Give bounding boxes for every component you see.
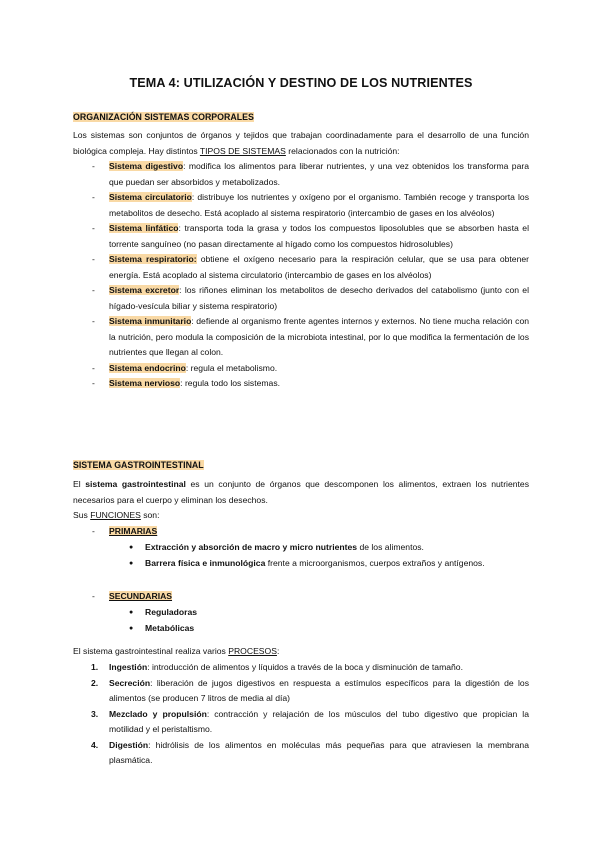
- section-heading-organizacion: [73, 110, 254, 126]
- item-term: Sistema endocrino: [109, 362, 186, 373]
- list-item: [73, 252, 529, 283]
- bullet-bold: Reguladoras: [145, 607, 198, 617]
- bullet-item: [73, 540, 529, 556]
- item-term: Sistema respiratorio:: [109, 254, 197, 264]
- section2-intro: [73, 477, 529, 508]
- item-number: 3.: [91, 708, 99, 719]
- item-text: : introducción de alimentos y líquidos a través de la boca y disminución de tamaño.: [147, 662, 463, 672]
- list-item: [73, 524, 529, 540]
- numbered-item: [73, 707, 529, 738]
- funciones-text: Sus: [73, 510, 91, 520]
- bullet-bold: Extracción y absorción de macro y micro nutrientes: [145, 542, 358, 552]
- intro-text-end: relacionados con la nutrición:: [285, 145, 400, 156]
- item-text: : contracción y relajación de los músculos del tubo digestivo que propician la motilidad y el peristaltismo.: [109, 708, 529, 734]
- procesos-text-end: :: [276, 646, 280, 656]
- item-term: Sistema circulatorio: [109, 192, 192, 202]
- secundarias-label: [109, 591, 172, 601]
- heading-highlight: ORGANIZACIÓN SISTEMAS CORPORALES: [73, 112, 254, 122]
- numbered-item: [73, 738, 529, 769]
- item-term: Digestión: [109, 739, 149, 750]
- item-term: Sistema linfático: [109, 223, 179, 233]
- item-term: Sistema digestivo: [109, 161, 184, 171]
- intro-underlined: TIPOS DE SISTEMAS: [199, 145, 286, 156]
- item-term: Sistema excretor: [109, 285, 180, 295]
- item-text: : defiende al organismo frente agentes internos y externos. No tiene mucha relación con la nutrición, pero modula la composición de la microbiota intestinal, por lo que modifica la fermentación de los nutrientes que llegan al colon.: [109, 316, 530, 357]
- bullet-bold: Barrera física e inmunológica: [145, 557, 266, 568]
- intro-text-end: es un conjunto de órganos que descomponen los alimentos, extraen los nutrientes necesarios para el cuerpo y eliminan los desechos.: [73, 479, 529, 505]
- heading-highlight: SISTEMA GASTROINTESTINAL: [73, 460, 204, 470]
- item-text: : transporta toda la grasa y todos los compuestos liposolubles que se absorben hasta el torrente sanguíneo (no pasan directamente al hígado como los compuestos hidrosolubles): [109, 223, 529, 249]
- item-text: : regula el metabolismo.: [185, 362, 278, 373]
- item-text: : los riñones eliminan los metabolitos de desecho derivados del catabolismo (junto con el hígado-vesícula biliar y sistema respiratorio): [109, 285, 529, 311]
- primarias-label: [109, 526, 157, 536]
- funciones-text-end: son:: [140, 510, 160, 520]
- systems-list: [73, 159, 529, 392]
- intro-text: Los sistemas son conjuntos de órganos y tejidos que trabajan coordinadamente para el desarrollo de una función biológica compleja. Hay distintos: [73, 130, 529, 156]
- list-item: [73, 283, 529, 314]
- item-term: Ingestión: [109, 662, 148, 672]
- page-title: TEMA 4: UTILIZACIÓN Y DESTINO DE LOS NUTRIENTES: [129, 76, 473, 90]
- procesos-underlined: PROCESOS: [228, 646, 277, 656]
- bullet-item: [73, 556, 529, 572]
- list-item: [73, 221, 529, 252]
- numbered-item: [73, 676, 529, 707]
- intro-bold: sistema gastrointestinal: [85, 479, 186, 489]
- section1-intro: [73, 128, 529, 159]
- primarias-bullets: [73, 540, 529, 571]
- list-item: [73, 190, 529, 221]
- item-text: : hidrólisis de los alimentos en moléculas más pequeñas para que atraviesen la membrana plasmática.: [109, 739, 529, 765]
- bullet-item: [73, 605, 529, 621]
- funciones-line: [73, 508, 529, 524]
- list-item: [73, 589, 529, 605]
- primarias-label-text: PRIMARIAS: [109, 526, 158, 536]
- procesos-line: [73, 644, 529, 660]
- list-item: [73, 314, 529, 361]
- numbered-item: [73, 660, 529, 676]
- bullet-text: de los alimentos.: [357, 542, 424, 552]
- item-text: obtiene el oxígeno necesario para la respiración celular, que se usa para obtener energía. Está acoplado al sistema circulatorio (intercambio de gases en los alvéolos): [109, 254, 529, 280]
- item-text: : liberación de jugos digestivos en respuesta a estímulos específicos para la digestión de los alimentos (se producen 7 litros de media al día): [109, 677, 529, 703]
- item-term: Sistema inmunitario: [109, 316, 192, 326]
- bullet-text: frente a microorganismos, cuerpos extraños y antígenos.: [265, 557, 485, 568]
- item-text: : distribuye los nutrientes y oxígeno por el organismo. También recoge y transporta los metabolitos de desecho. Está acoplado al sistema respiratorio (intercambio de gases en los alvéolos): [109, 192, 529, 218]
- item-text: : regula todo los sistemas.: [180, 378, 281, 388]
- item-text: : modifica los alimentos para liberar nutrientes, y una vez obtenidos los transforma para que puedan ser absorbidos y metabolizados.: [109, 161, 530, 187]
- secundarias-bullets: [73, 605, 529, 636]
- primarias-list: [73, 524, 529, 540]
- item-number: 2.: [91, 677, 99, 688]
- funciones-underlined: FUNCIONES: [90, 510, 141, 520]
- procesos-text: El sistema gastrointestinal realiza varios: [73, 646, 229, 656]
- procesos-list: [73, 660, 529, 769]
- item-term: Sistema nervioso: [109, 378, 181, 388]
- item-term: Secreción: [109, 677, 151, 688]
- item-term: Mezclado y propulsión: [109, 708, 207, 719]
- item-number: 1.: [91, 662, 99, 672]
- bullet-bold: Metabólicas: [145, 622, 195, 633]
- secundarias-list: [73, 589, 529, 605]
- item-number: 4.: [91, 739, 99, 750]
- list-item: [73, 376, 529, 392]
- intro-text: El: [73, 479, 86, 489]
- bullet-item: [73, 621, 529, 637]
- section-heading-gastrointestinal: [73, 458, 204, 474]
- secundarias-label-text: SECUNDARIAS: [109, 591, 173, 601]
- list-item: [73, 361, 529, 377]
- list-item: [73, 159, 529, 190]
